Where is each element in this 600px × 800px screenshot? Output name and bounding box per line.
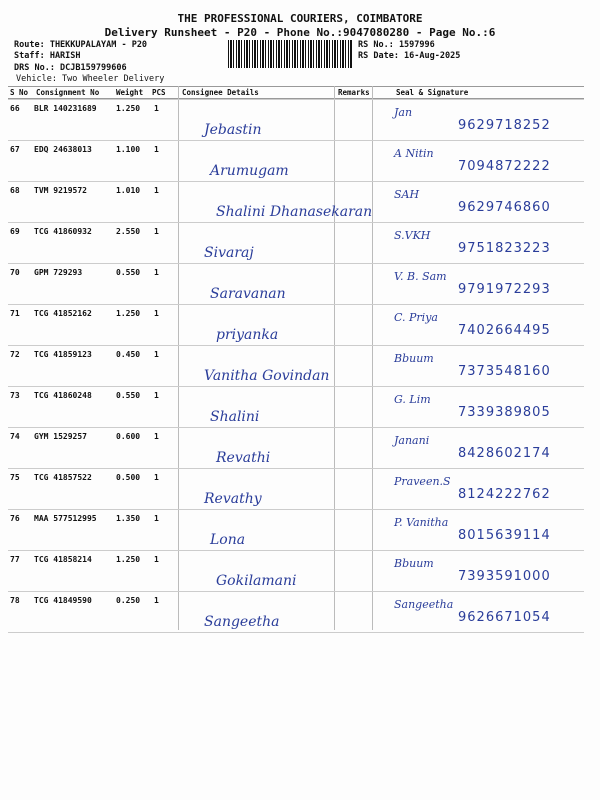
phone-handwritten: 7094872222 [458,159,551,174]
signature: Bbuum [394,352,434,365]
row-weight: 1.100 [116,145,141,154]
row-weight: 0.550 [116,268,141,277]
table-row [8,591,584,633]
consignee-name-handwritten: Jebastin [204,122,262,138]
table-row [8,222,584,264]
row-consignment: GYM 1529257 [34,432,87,441]
phone-handwritten: 8428602174 [458,446,551,461]
row-sno: 77 [10,555,20,564]
col-pcs: PCS [152,88,166,97]
signature: A Nitin [394,147,434,160]
row-pcs: 1 [154,186,159,195]
row-sno: 76 [10,514,20,523]
row-consignment: TCG 41857522 [34,473,92,482]
table-top-border [8,86,584,87]
signature: SAH [394,188,420,201]
col-consignment: Consignment No [36,88,100,97]
row-sno: 70 [10,268,20,277]
table-row [8,140,584,182]
consignee-name-handwritten: Lona [210,532,246,548]
row-consignment: TCG 41858214 [34,555,92,564]
signature: Praveen.S [394,475,451,488]
row-pcs: 1 [154,309,159,318]
col-consignee: Consignee Details [182,88,259,97]
table-row [8,509,584,551]
staff-label: Staff: HARISH [14,51,81,61]
row-weight: 0.450 [116,350,141,359]
row-weight: 1.250 [116,309,141,318]
row-sno: 78 [10,596,20,605]
row-weight: 1.010 [116,186,141,195]
row-weight: 0.500 [116,473,141,482]
row-sno: 66 [10,104,20,113]
phone-handwritten: 8015639114 [458,528,551,543]
drs-label: DRS No.: DCJB159799606 [14,63,127,73]
row-consignment: TCG 41860248 [34,391,92,400]
table-row [8,263,584,305]
signature: P. Vanitha [394,516,449,529]
signature: S.VKH [394,229,431,242]
col-remarks: Remarks [338,88,370,97]
phone-handwritten: 9626671054 [458,610,551,625]
consignee-name-handwritten: Gokilamani [216,573,297,589]
row-pcs: 1 [154,596,159,605]
table-row [8,550,584,592]
consignee-name-handwritten: Vanitha Govindan [204,368,330,384]
phone-handwritten: 7402664495 [458,323,551,338]
vehicle-label: Vehicle: Two Wheeler Delivery [16,74,165,84]
row-sno: 68 [10,186,20,195]
row-pcs: 1 [154,104,159,113]
row-consignment: TCG 41852162 [34,309,92,318]
phone-handwritten: 9629746860 [458,200,551,215]
col-sno: S No [10,88,29,97]
row-weight: 0.600 [116,432,141,441]
row-consignment: GPM 729293 [34,268,83,277]
signature: Jan [394,106,413,119]
row-sno: 75 [10,473,20,482]
row-sno: 69 [10,227,20,236]
phone-handwritten: 9629718252 [458,118,551,133]
consignee-name-handwritten: Revathy [204,491,262,507]
table-row [8,99,584,141]
row-consignment: TVM 9219572 [34,186,87,195]
row-pcs: 1 [154,432,159,441]
signature: G. Lim [394,393,431,406]
row-consignment: TCG 41849590 [34,596,92,605]
rs-date: RS Date: 16-Aug-2025 [358,51,461,61]
row-sno: 67 [10,145,20,154]
phone-handwritten: 7373548160 [458,364,551,379]
row-consignment: MAA 577512995 [34,514,97,523]
phone-handwritten: 8124222762 [458,487,551,502]
rs-number: RS No.: 1597996 [358,40,435,50]
phone-handwritten: 7393591000 [458,569,551,584]
signature: V. B. Sam [394,270,447,283]
phone-handwritten: 7339389805 [458,405,551,420]
table-row [8,468,584,510]
row-sno: 73 [10,391,20,400]
consignee-name-handwritten: Revathi [216,450,271,466]
consignee-name-handwritten: Arumugam [210,163,289,179]
row-weight: 1.250 [116,555,141,564]
runsheet-title: Delivery Runsheet - P20 - Phone No.:9047080280 - Page No.:6 [104,26,496,39]
phone-handwritten: 9791972293 [458,282,551,297]
row-pcs: 1 [154,391,159,400]
phone-handwritten: 9751823223 [458,241,551,256]
table-bottom-border [8,632,584,633]
row-sno: 72 [10,350,20,359]
table-row [8,427,584,469]
consignee-name-handwritten: Sangeetha [204,614,280,630]
table-row [8,181,584,223]
row-pcs: 1 [154,268,159,277]
barcode [228,40,352,68]
row-pcs: 1 [154,514,159,523]
signature: C. Priya [394,311,438,324]
row-sno: 74 [10,432,20,441]
row-consignment: EDQ 24638013 [34,145,92,154]
consignee-name-handwritten: Saravanan [210,286,286,302]
row-weight: 2.550 [116,227,141,236]
route-label: Route: THEKKUPALAYAM - P20 [14,40,148,50]
row-pcs: 1 [154,145,159,154]
col-weight: Weight [116,88,144,97]
col-seal: Seal & Signature [396,88,469,97]
consignee-name-handwritten: Shalini [210,409,260,425]
consignee-name-handwritten: Shalini Dhanasekaran [216,204,373,220]
row-weight: 0.250 [116,596,141,605]
row-pcs: 1 [154,350,159,359]
company-title: THE PROFESSIONAL COURIERS, COIMBATORE [177,12,423,25]
row-pcs: 1 [154,227,159,236]
signature: Sangeetha [394,598,454,611]
row-consignment: TCG 41860932 [34,227,92,236]
table-row [8,304,584,346]
row-consignment: BLR 140231689 [34,104,97,113]
row-sno: 71 [10,309,20,318]
row-weight: 0.550 [116,391,141,400]
row-pcs: 1 [154,473,159,482]
row-pcs: 1 [154,555,159,564]
row-consignment: TCG 41859123 [34,350,92,359]
row-weight: 1.250 [116,104,141,113]
consignee-name-handwritten: Sivaraj [204,245,254,261]
consignee-name-handwritten: priyanka [216,327,279,343]
table-row [8,345,584,387]
table-row [8,386,584,428]
row-weight: 1.350 [116,514,141,523]
signature: Janani [394,434,430,447]
signature: Bbuum [394,557,434,570]
